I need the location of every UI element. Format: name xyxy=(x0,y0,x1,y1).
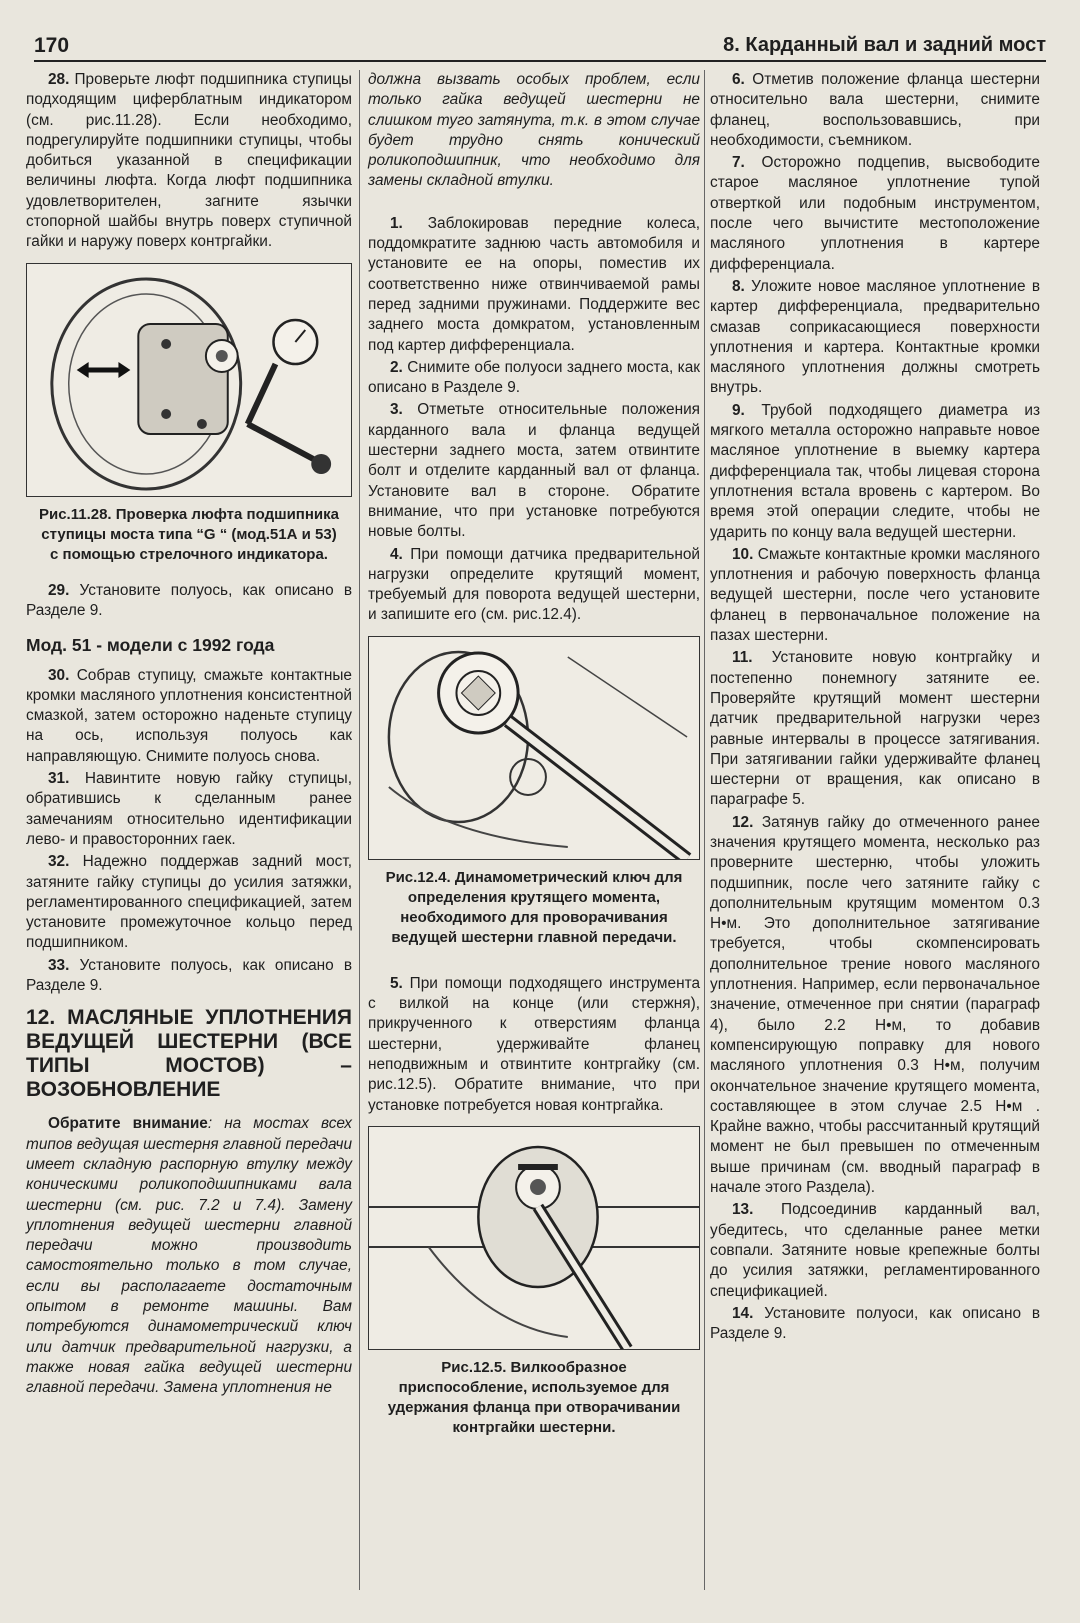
paragraph-31: 31. Навинтите новую гайку ступицы, обратившись к сделанным ранее замечаниям относительно идентификации лево- и правосторонних гаек. xyxy=(26,770,352,848)
figure-12-5-caption: Рис.12.5. Вилкообразное приспособление, используемое для удержания фланца при отворачивании контргайки шестерни. xyxy=(387,1358,681,1436)
column-middle xyxy=(368,70,700,1444)
torque-wrench-illustration xyxy=(369,637,699,859)
paragraph-28: 28. Проверьте люфт подшипника ступицы подходящим циферблатным индикатором (см. рис.11.28). Если необходимо, подрегулируйте подшипники ступицы, чтобы добиться указанной в спецификации величины люфта. Когда люфт подшипника удовлетворителен, загните язычки стопорной шайбы внутрь поверх ступичной гайки и наружу поверх контргайки. xyxy=(26,71,352,251)
figure-12-5 xyxy=(368,1126,700,1350)
paragraph-13: 13. Подсоединив карданный вал, убедитесь, что сделанные ранее метки совпали. Затяните новые крепежные болты до усилия затяжки, регламентированного спецификацией. xyxy=(710,1201,1040,1300)
column-left xyxy=(26,70,352,1400)
paragraph-5: 5. При помощи подходящего инструмента с вилкой на конце (или стержня), прикрученного к отверстиям фланца шестерни, удерживайте фланец неподвижным и отвинтите контргайку (см. рис.12.5). Обратите внимание, что при установке потребуется новая контргайка. xyxy=(368,974,700,1114)
section-12-heading: 12. МАСЛЯНЫЕ УПЛОТНЕНИЯ ВЕДУЩЕЙ ШЕСТЕРНИ (ВСЕ ТИПЫ МОСТОВ) – ВОЗОБНОВЛЕНИЕ xyxy=(26,1006,352,1102)
subheading-mod51: Мод. 51 - модели с 1992 года xyxy=(26,635,275,656)
figure-11-28-caption: Рис.11.28. Проверка люфта подшипника ступицы моста типа “G “ (мод.51А и 53) с помощью стрелочного индикатора. xyxy=(38,505,339,563)
paragraph-33: 33. Установите полуось, как описано в Разделе 9. xyxy=(26,956,352,995)
paragraph-30: 30. Собрав ступицу, смажьте контактные кромки масляного уплотнения консистентной смазкой, затем осторожно наденьте ступицу на ось, используя полуось как направляющую. Снимите полуось снова. xyxy=(26,666,352,765)
page-header xyxy=(34,30,1046,62)
column-divider xyxy=(704,70,705,1590)
section-note: Обратите внимание: на мостах всех типов ведущая шестерня главной передачи имеет складную распорную втулку между коническими роликоподшипниками вала шестерни (см. рис. 7.2 и 7.4). Замену уплотнения ведущей шестерни главной передачи можно производить самостоятельно только в том случае, если вы располагаете достаточным опытом в ремонте машины. Вам потребуются динамометрический ключ или датчик предварительной нагрузки, а также новая гайка ведущей шестерни главной передачи. Замена уплотнения не xyxy=(26,1115,353,1397)
paragraph-7: 7. Осторожно подцепив, высвободите старое масляное уплотнение тупой отверткой или подобным инструментом, после чего вычистите местоположение масляного уплотнения в картере дифференциала. xyxy=(710,154,1040,273)
paragraph-4: 4. При помощи датчика предварительной нагрузки определите крутящий момент, требуемый для поворота ведущей шестерни, и запишите его (см. рис.12.4). xyxy=(368,545,700,624)
figure-12-4-caption: Рис.12.4. Динамометрический ключ для определения крутящего момента, необходимого для проворачивания ведущей шестерни главной передачи. xyxy=(385,868,683,946)
paragraph-32: 32. Надежно поддержав задний мост, затяните гайку ступицы до усилия затяжки, регламентированного спецификацией, затем установите промежуточное кольцо перед подшипником. xyxy=(26,853,352,952)
figure-11-28 xyxy=(26,263,352,497)
column-divider xyxy=(359,70,360,1590)
paragraph-12: 12. Затянув гайку до отмеченного ранее значения крутящего момента, несколько раз проверните шестерню, чтобы уложить подшипник, после чего затяните гайку с дополнительным крутящим моментом 0.3 Н•м. Это дополнительное затягивание требуется, чтобы скомпенсировать дополнительное трение нового масляного уплотнения. Например, если первоначальное значение, отмеченное при снятии (параграф 4), было 2.2 Н•м, то добавив компенсирующую поправку для нового масляного уплотнения 0.3 Н•м, получим окончательное значение крутящего момента, составляющее в этом случае 2.5 Н•м . Крайне важно, чтобы рассчитанный крутящий момент не был превышен по отмеченным выше причинам (см. вводный параграф в начале этого Раздела). xyxy=(710,813,1040,1197)
paragraph-8: 8. Уложите новое масляное уплотнение в картер дифференциала, предварительно смазав соприкасающиеся поверхности уплотнения и картера. Контактные кромки масляного уплотнения должны смотреть внутрь. xyxy=(710,277,1040,397)
paragraph-1: 1. Заблокировав передние колеса, поддомкратите заднюю часть автомобиля и установите ее на опоры, поместив их соответственно ниже отвинчиваемой рамы перед задними пружинами. Поддержите вес заднего моста домкратом, установленным под картер дифференциала. xyxy=(368,214,700,354)
hub-dial-indicator-illustration xyxy=(27,264,351,496)
paragraph-9: 9. Трубой подходящего диаметра из мягкого металла осторожно направьте новое масляное уплотнение в выемку картера дифференциала так, чтобы лицевая сторона уплотнения встала вровень с картером. Во время этой операции следите, чтобы не ударить по концу вала ведущей шестерни. xyxy=(710,401,1040,541)
paragraph-6: 6. Отметив положение фланца шестерни относительно вала шестерни, снимите фланец, воспользовавшись, при необходимости, съемником. xyxy=(710,71,1040,149)
section-note-continued: должна вызвать особых проблем, если только гайка ведущей шестерни не слишком туго затянута, т.к. в этом случае будет трудно снять конический роликоподшипник, что необходимо для замены складной втулки. xyxy=(368,71,700,190)
paragraph-11: 11. Установите новую контргайку и постепенно понемногу затяните ее. Проверяйте крутящий момент шестерни датчик предварительной нагрузки через равные интервалы в процессе затягивания. При затягивании гайки удерживайте фланец шестерни от вращения, как описано в параграфе 5. xyxy=(710,649,1040,809)
paragraph-14: 14. Установите полуоси, как описано в Разделе 9. xyxy=(710,1304,1040,1343)
chapter-title: 8. Карданный вал и задний мост xyxy=(723,34,1046,56)
fork-tool-illustration xyxy=(369,1127,699,1349)
paragraph-2: 2. Снимите обе полуоси заднего моста, как описано в Разделе 9. xyxy=(368,358,700,397)
figure-12-4 xyxy=(368,636,700,860)
paragraph-3: 3. Отметьте относительные положения карданного вала и фланца ведущей шестерни заднего моста, затем отвинтите болт и отделите карданный вал от фланца. Установите вал в стороне. Обратите внимание, что при установке потребуются новые болты. xyxy=(368,401,700,541)
paragraph-10: 10. Смажьте контактные кромки масляного уплотнения и рабочую поверхность фланца ведущей шестерни, после чего установите фланец в первоначальное положение на пазах шестерни. xyxy=(710,545,1040,645)
page-number: 170 xyxy=(34,34,70,57)
column-right xyxy=(710,70,1040,1346)
paragraph-29: 29. Установите полуось, как описано в Разделе 9. xyxy=(26,581,352,619)
